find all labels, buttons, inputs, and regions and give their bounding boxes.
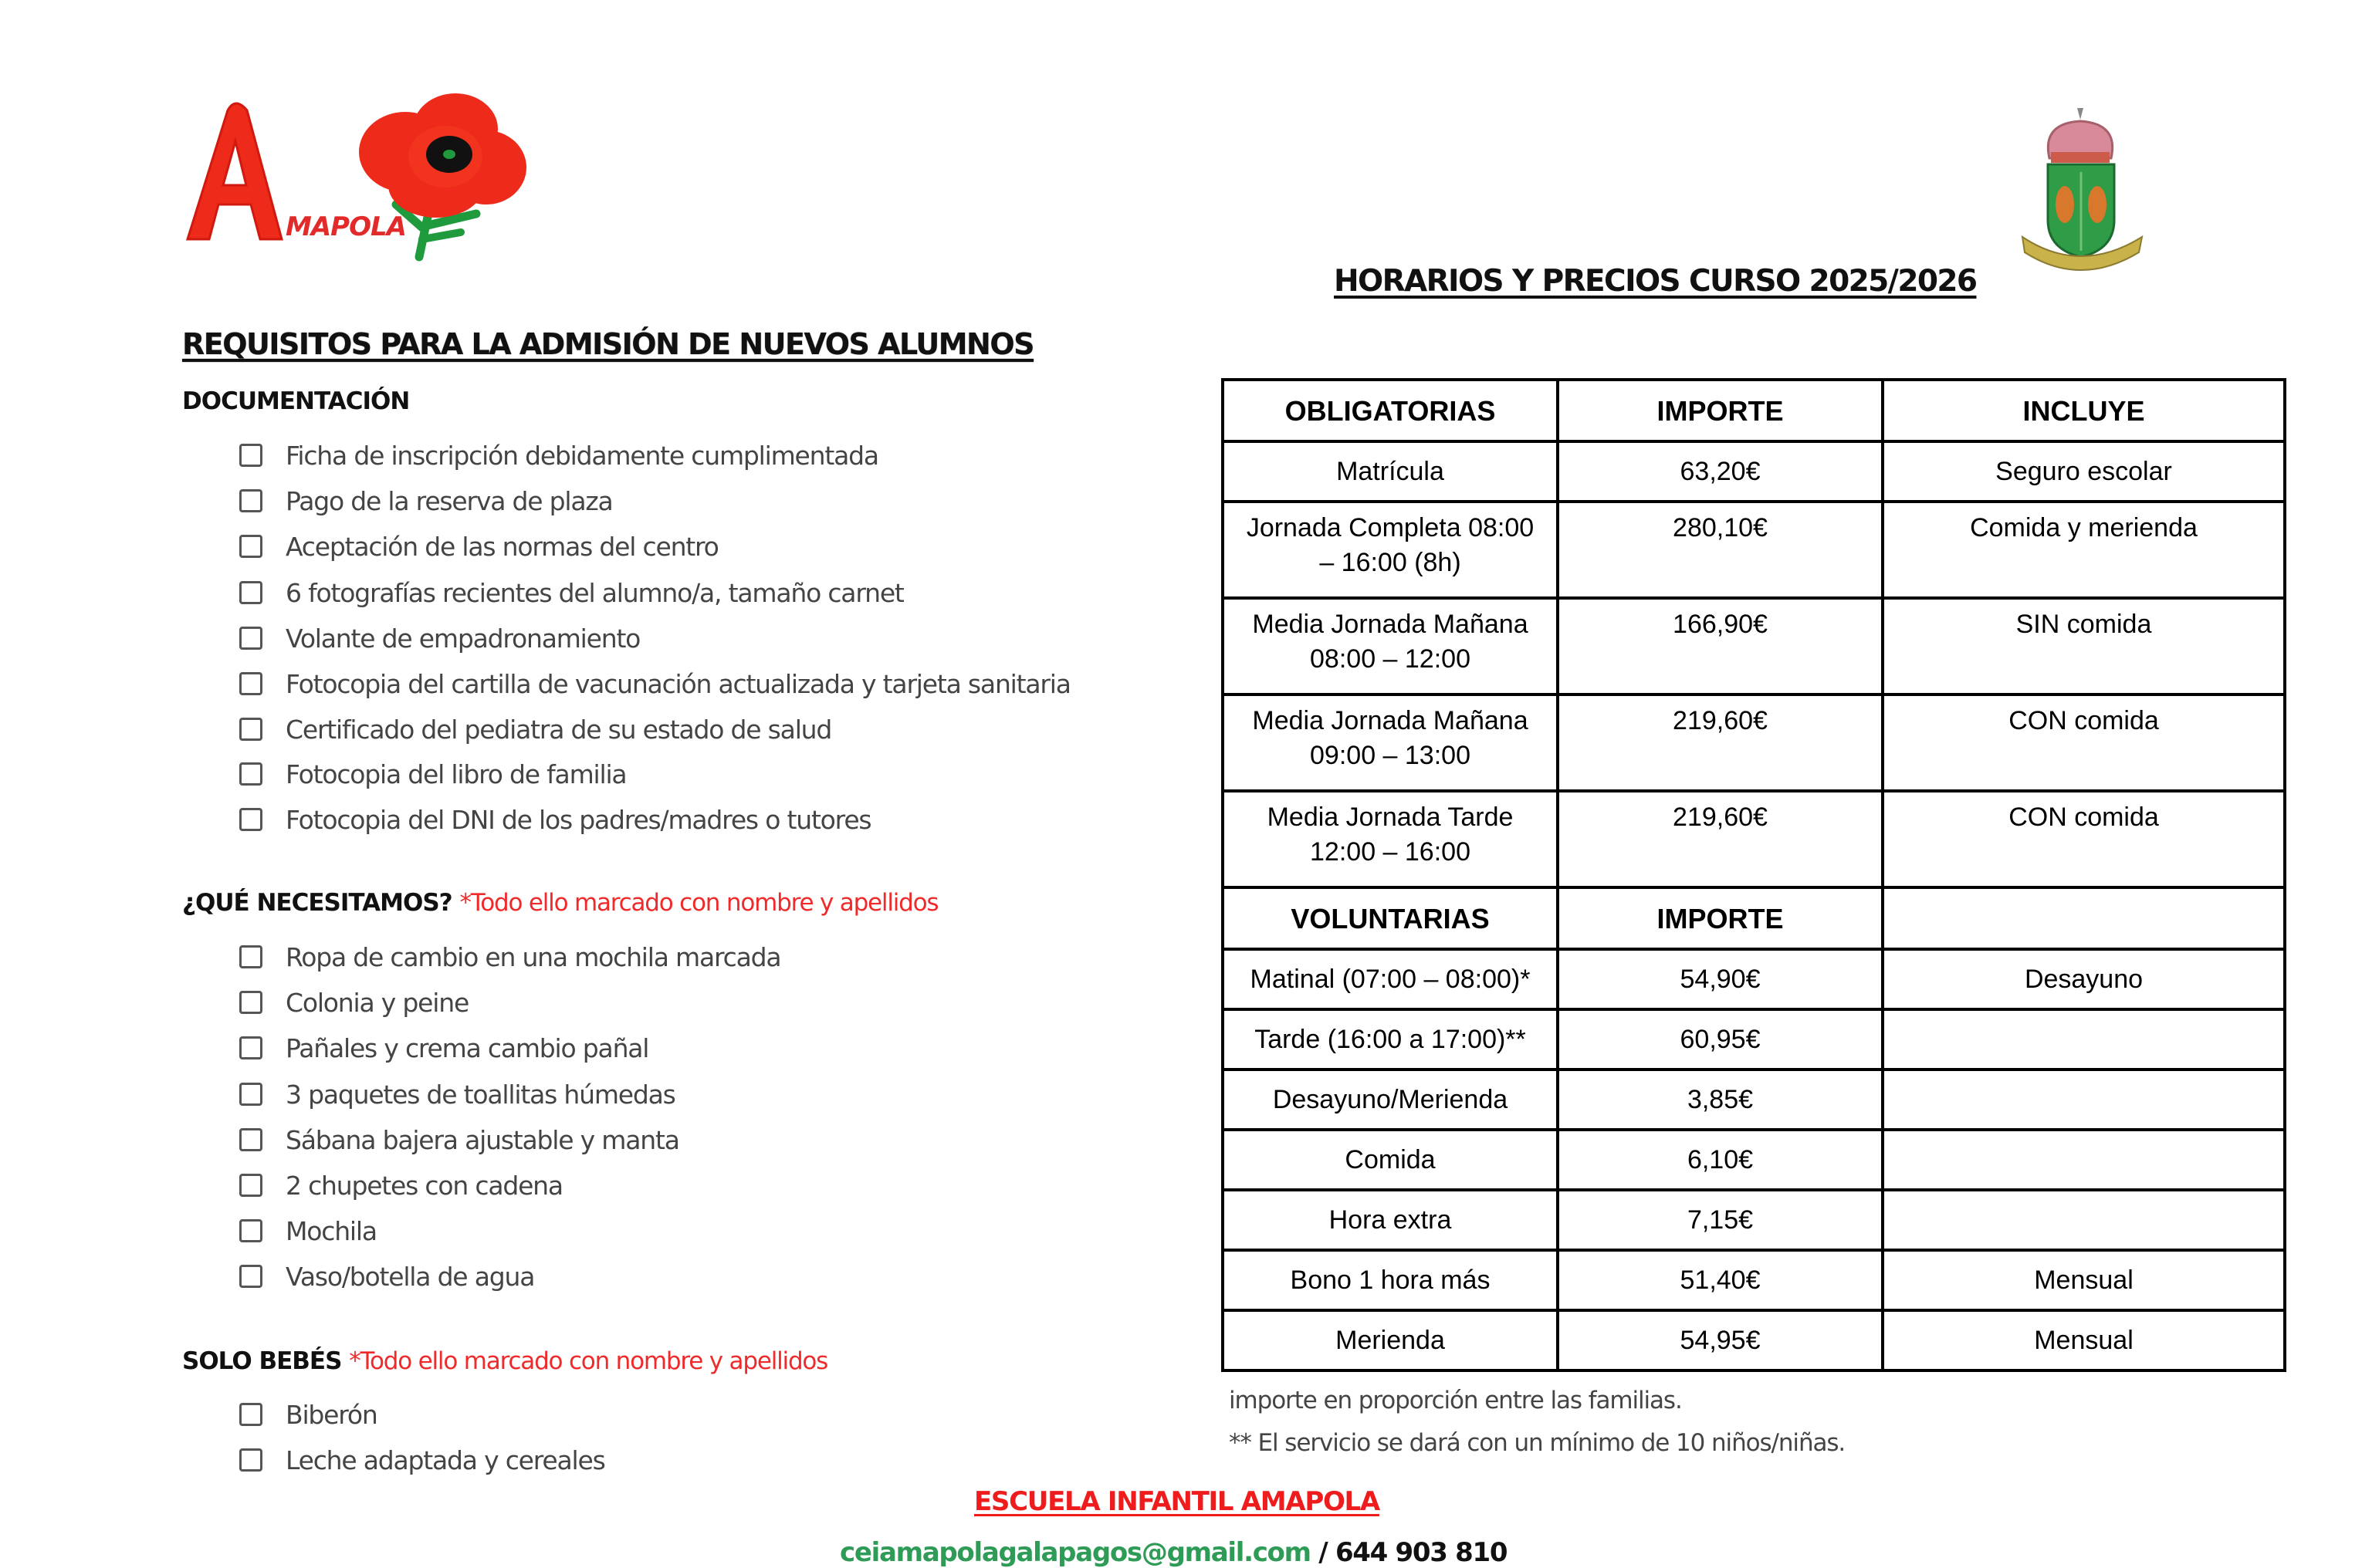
checkbox[interactable] <box>239 1265 262 1288</box>
babies-only-heading: SOLO BEBÉS *Todo ello marcado con nombre y apellidos <box>182 1347 828 1375</box>
checklist-item[interactable]: Fotocopia del libro de familia <box>239 757 626 791</box>
table-row <box>1223 694 2285 791</box>
poppy-flower-icon <box>174 81 536 270</box>
table-row <box>1223 791 2285 887</box>
checkbox[interactable] <box>239 1403 262 1426</box>
service-cell: Jornada Completa 08:00 – 16:00 (8h) <box>1223 502 1558 598</box>
footnote-matinal: importe en proporción entre las familias. <box>1229 1387 1682 1414</box>
price-cell: 54,95€ <box>1558 1310 1883 1370</box>
service-cell: Merienda <box>1223 1310 1558 1370</box>
checkbox[interactable] <box>239 672 262 695</box>
includes-cell <box>1883 1009 2285 1070</box>
checklist-item[interactable]: Aceptación de las normas del centro <box>239 529 719 563</box>
column-header: IMPORTE <box>1558 887 1883 949</box>
checklist-item[interactable]: Volante de empadronamiento <box>239 621 640 655</box>
includes-cell: Comida y merienda <box>1883 502 2285 598</box>
service-cell: Desayuno/Merienda <box>1223 1070 1558 1130</box>
table-row <box>1223 949 2285 1009</box>
checkbox[interactable] <box>239 1174 262 1197</box>
price-cell: 60,95€ <box>1558 1009 1883 1070</box>
checkbox[interactable] <box>239 1083 262 1106</box>
labeling-note: *Todo ello marcado con nombre y apellidos <box>349 1347 828 1375</box>
contact-line <box>840 1537 1507 1568</box>
includes-cell: SIN comida <box>1883 598 2285 694</box>
documentation-heading: DOCUMENTACIÓN <box>182 387 410 415</box>
checklist-item[interactable]: Certificado del pediatra de su estado de salud <box>239 712 831 746</box>
service-cell: Hora extra <box>1223 1190 1558 1250</box>
service-cell: Tarde (16:00 a 17:00)** <box>1223 1009 1558 1070</box>
table-header-row <box>1223 380 2285 441</box>
checklist-item[interactable]: Ropa de cambio en una mochila marcada <box>239 940 780 974</box>
checkbox[interactable] <box>239 581 262 604</box>
table-row <box>1223 1009 2285 1070</box>
includes-cell <box>1883 1070 2285 1130</box>
checkbox[interactable] <box>239 1036 262 1059</box>
checklist-item[interactable]: Pago de la reserva de plaza <box>239 484 613 518</box>
table-section-header-row <box>1223 887 2285 949</box>
logo-letter-a <box>188 103 282 239</box>
checkbox[interactable] <box>239 945 262 968</box>
what-we-need-heading: ¿QUÉ NECESITAMOS? *Todo ello marcado con nombre y apellidos <box>182 889 939 917</box>
checkbox[interactable] <box>239 444 262 467</box>
column-header: OBLIGATORIAS <box>1223 380 1558 441</box>
table-row <box>1223 1130 2285 1190</box>
column-header: VOLUNTARIAS <box>1223 887 1558 949</box>
schedule-prices-title: HORARIOS Y PRECIOS CURSO 2025/2026 <box>1334 264 1977 299</box>
phone-number[interactable]: 644 903 810 <box>1335 1537 1508 1568</box>
service-cell: Media Jornada Tarde 12:00 – 16:00 <box>1223 791 1558 887</box>
price-cell: 63,20€ <box>1558 441 1883 502</box>
checklist-item[interactable]: Biberón <box>239 1397 377 1431</box>
includes-cell <box>1883 1190 2285 1250</box>
checkbox[interactable] <box>239 762 262 786</box>
checklist-item[interactable]: Fotocopia del cartilla de vacunación actualizada y tarjeta sanitaria <box>239 667 1071 701</box>
coat-of-arms-icon <box>2019 104 2173 282</box>
checkbox[interactable] <box>239 1219 262 1242</box>
price-cell: 6,10€ <box>1558 1130 1883 1190</box>
checklist-item[interactable]: Mochila <box>239 1214 377 1248</box>
price-cell: 219,60€ <box>1558 791 1883 887</box>
includes-cell: Mensual <box>1883 1250 2285 1310</box>
table-row <box>1223 441 2285 502</box>
price-cell: 166,90€ <box>1558 598 1883 694</box>
checklist-item[interactable]: Fotocopia del DNI de los padres/madres o tutores <box>239 803 871 836</box>
service-cell: Comida <box>1223 1130 1558 1190</box>
service-cell: Matrícula <box>1223 441 1558 502</box>
table-row <box>1223 1070 2285 1130</box>
separator: / <box>1310 1537 1335 1568</box>
labeling-note: *Todo ello marcado con nombre y apellidos <box>459 889 939 917</box>
checkbox[interactable] <box>239 991 262 1014</box>
checklist-item[interactable]: Leche adaptada y cereales <box>239 1443 605 1477</box>
includes-cell: CON comida <box>1883 694 2285 791</box>
includes-cell: CON comida <box>1883 791 2285 887</box>
table-row <box>1223 1190 2285 1250</box>
checklist-item[interactable]: 2 chupetes con cadena <box>239 1168 563 1202</box>
school-name: ESCUELA INFANTIL AMAPOLA <box>974 1486 1379 1517</box>
price-cell: 54,90€ <box>1558 949 1883 1009</box>
checklist-item[interactable]: Sábana bajera ajustable y manta <box>239 1123 679 1157</box>
service-cell: Media Jornada Mañana 08:00 – 12:00 <box>1223 598 1558 694</box>
service-cell: Media Jornada Mañana 09:00 – 13:00 <box>1223 694 1558 791</box>
checklist-item[interactable]: Ficha de inscripción debidamente cumplimentada <box>239 438 878 472</box>
price-cell: 7,15€ <box>1558 1190 1883 1250</box>
includes-cell: Seguro escolar <box>1883 441 2285 502</box>
checklist-item[interactable]: Vaso/botella de agua <box>239 1259 534 1293</box>
table-row <box>1223 598 2285 694</box>
price-cell: 51,40€ <box>1558 1250 1883 1310</box>
column-header <box>1883 887 2285 949</box>
checkbox[interactable] <box>239 808 262 831</box>
includes-cell: Desayuno <box>1883 949 2285 1009</box>
email-link[interactable]: ceiamapolagalapagos@gmail.com <box>840 1537 1311 1568</box>
checkbox[interactable] <box>239 627 262 650</box>
checklist-item[interactable]: 6 fotografías recientes del alumno/a, tamaño carnet <box>239 576 904 610</box>
checklist-item[interactable]: Colonia y peine <box>239 985 469 1019</box>
column-header: INCLUYE <box>1883 380 2285 441</box>
amapola-logo <box>174 81 536 270</box>
checkbox[interactable] <box>239 1128 262 1151</box>
checkbox[interactable] <box>239 718 262 741</box>
checklist-item[interactable]: Pañales y crema cambio pañal <box>239 1031 648 1065</box>
checklist-item[interactable]: 3 paquetes de toallitas húmedas <box>239 1077 675 1111</box>
admission-requirements-title: REQUISITOS PARA LA ADMISIÓN DE NUEVOS ALUMNOS <box>182 327 1034 361</box>
price-table <box>1221 378 2286 1372</box>
service-cell: Matinal (07:00 – 08:00)* <box>1223 949 1558 1009</box>
service-cell: Bono 1 hora más <box>1223 1250 1558 1310</box>
table-row <box>1223 1250 2285 1310</box>
checkbox[interactable] <box>239 1448 262 1472</box>
logo-text: MAPOLA <box>286 211 406 242</box>
price-cell: 280,10€ <box>1558 502 1883 598</box>
occluded-footnote-line <box>1227 1357 2154 1369</box>
price-cell: 3,85€ <box>1558 1070 1883 1130</box>
includes-cell: Mensual <box>1883 1310 2285 1370</box>
includes-cell <box>1883 1130 2285 1190</box>
table-row <box>1223 502 2285 598</box>
column-header: IMPORTE <box>1558 380 1883 441</box>
municipal-coat-of-arms <box>2019 104 2173 282</box>
checkbox[interactable] <box>239 489 262 512</box>
checkbox[interactable] <box>239 535 262 558</box>
footnote-tarde: ** El servicio se dará con un mínimo de 10 niños/niñas. <box>1229 1429 1846 1457</box>
price-cell: 219,60€ <box>1558 694 1883 791</box>
